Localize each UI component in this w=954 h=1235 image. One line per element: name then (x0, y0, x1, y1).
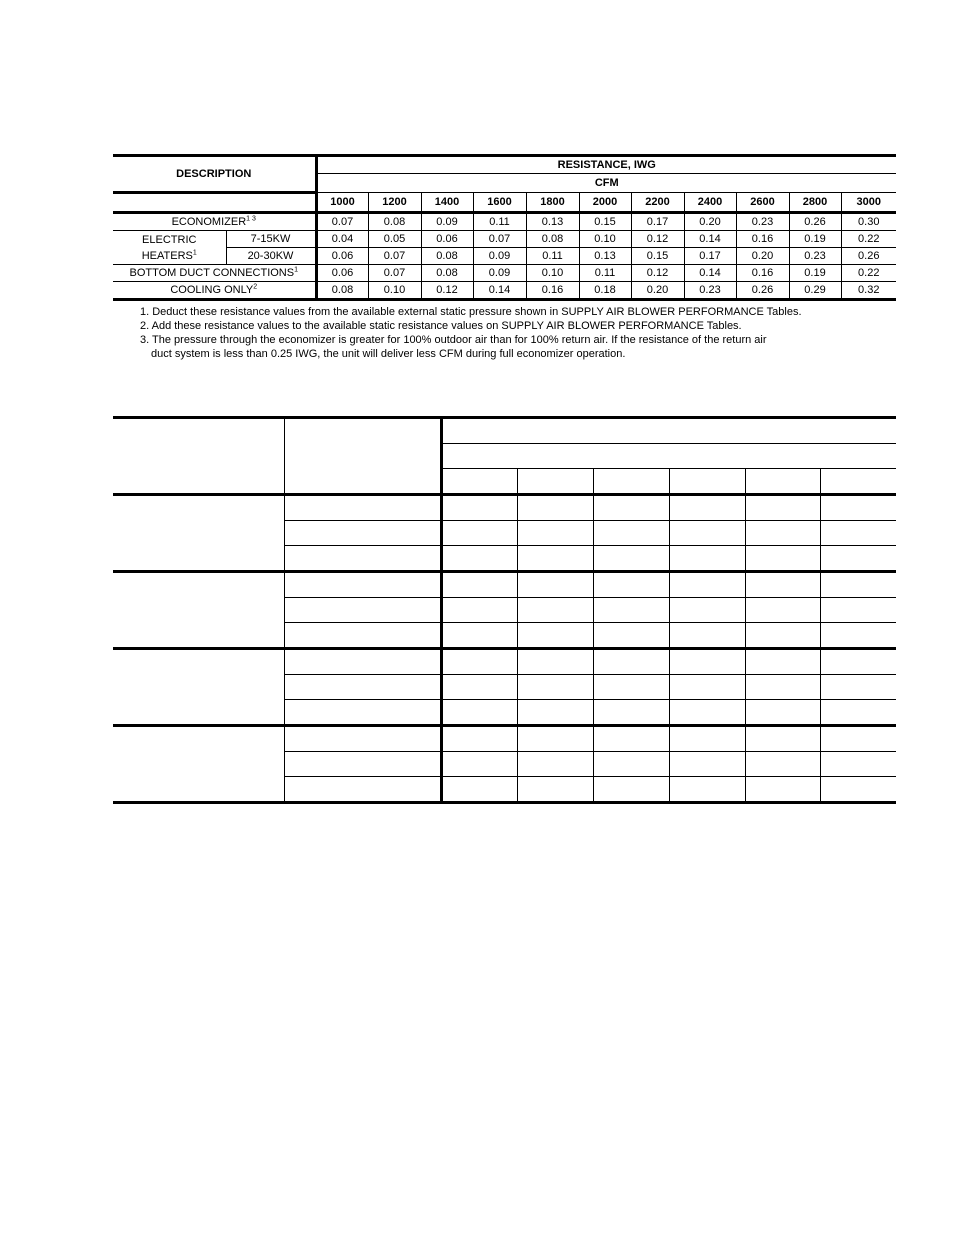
grid-cell (820, 572, 896, 598)
row-label-bottom-duct: BOTTOM DUCT CONNECTIONS$^1$ (113, 265, 316, 282)
grid-cell (669, 649, 745, 675)
grid-cell (669, 546, 745, 572)
grid-cell (284, 495, 441, 521)
grid-header-cell (820, 469, 896, 495)
value-cell: 0.22 (841, 265, 896, 282)
value-cell: 0.06 (316, 265, 368, 282)
table-row (113, 213, 896, 231)
value-cell: 0.08 (368, 213, 421, 231)
grid-cell (593, 495, 669, 521)
grid-cell (284, 546, 441, 572)
sub-label-20-30kw: 20-30KW (226, 248, 316, 265)
grid-cell (284, 572, 441, 598)
row-label-electric-heaters: ELECTRIC HEATERS$^1$ (113, 231, 226, 265)
cfm-value: 2400 (684, 193, 736, 213)
grid-header-cell (517, 469, 593, 495)
grid-cell (284, 649, 441, 675)
value-cell: 0.23 (684, 282, 736, 300)
value-cell: 0.08 (526, 231, 579, 248)
footnote-1: 1. Deduct these resistance values from the available external static pressure shown in SUPPLY AIR BLOWER PERFORMANCE Tables. (140, 306, 802, 318)
footnote-2: 2. Add these resistance values to the available static resistance values on SUPPLY AIR BLOWER PERFORMANCE Tables. (140, 320, 742, 332)
value-cell: 0.16 (526, 282, 579, 300)
grid-cell (669, 521, 745, 546)
grid-header-cell (441, 418, 896, 444)
grid-cell (820, 598, 896, 623)
grid-cell (820, 649, 896, 675)
grid-cell (517, 623, 593, 649)
value-cell: 0.07 (316, 213, 368, 231)
grid-cell (593, 752, 669, 777)
resistance-table (113, 154, 896, 301)
value-cell: 0.10 (579, 231, 631, 248)
value-cell: 0.12 (631, 265, 684, 282)
grid-cell (284, 700, 441, 726)
grid-header-cell (669, 469, 745, 495)
table-row (113, 726, 896, 752)
value-cell: 0.23 (736, 213, 789, 231)
table-footnotes (140, 305, 900, 361)
grid-cell (820, 521, 896, 546)
value-cell: 0.16 (736, 265, 789, 282)
cfm-value: 2000 (579, 193, 631, 213)
table-row (113, 265, 896, 282)
value-cell: 0.26 (736, 282, 789, 300)
cfm-value: 1400 (421, 193, 473, 213)
value-cell: 0.04 (316, 231, 368, 248)
grid-cell (669, 572, 745, 598)
grid-cell (820, 752, 896, 777)
grid-cell (441, 777, 517, 803)
value-cell: 0.08 (421, 265, 473, 282)
grid-cell (517, 572, 593, 598)
grid-cell (284, 623, 441, 649)
cfm-value: 2800 (789, 193, 841, 213)
value-cell: 0.14 (473, 282, 526, 300)
value-cell: 0.23 (789, 248, 841, 265)
value-cell: 0.14 (684, 265, 736, 282)
grid-cell (284, 521, 441, 546)
grid-cell (517, 495, 593, 521)
grid-cell (593, 598, 669, 623)
value-cell: 0.07 (368, 248, 421, 265)
value-cell: 0.17 (684, 248, 736, 265)
value-cell: 0.19 (789, 231, 841, 248)
header-spacer (113, 193, 316, 213)
grid-group-cell (113, 649, 284, 726)
value-cell: 0.17 (631, 213, 684, 231)
footnote-3: 3. The pressure through the economizer is greater for 100% outdoor air than for 100% return air. If the resistance of the return air (140, 334, 767, 346)
cfm-value: 1200 (368, 193, 421, 213)
grid-cell (669, 495, 745, 521)
table-row (113, 248, 896, 265)
grid-cell (669, 752, 745, 777)
grid-header-cell (441, 444, 896, 469)
cfm-value: 1800 (526, 193, 579, 213)
value-cell: 0.09 (421, 213, 473, 231)
grid-cell (669, 700, 745, 726)
value-cell: 0.15 (631, 248, 684, 265)
grid-cell (517, 598, 593, 623)
value-cell: 0.26 (789, 213, 841, 231)
description-header: DESCRIPTION (113, 156, 316, 193)
grid-header-cell (113, 418, 284, 495)
grid-cell (669, 623, 745, 649)
table-row (113, 572, 896, 598)
grid-cell (441, 623, 517, 649)
value-cell: 0.12 (631, 231, 684, 248)
grid-cell (745, 700, 820, 726)
value-cell: 0.20 (631, 282, 684, 300)
grid-cell (745, 495, 820, 521)
value-cell: 0.11 (579, 265, 631, 282)
grid-cell (593, 700, 669, 726)
grid-cell (745, 675, 820, 700)
grid-cell (745, 777, 820, 803)
table-row (113, 649, 896, 675)
grid-cell (441, 726, 517, 752)
grid-cell (517, 777, 593, 803)
grid-cell (820, 546, 896, 572)
grid-cell (669, 675, 745, 700)
grid-cell (745, 546, 820, 572)
grid-cell (669, 598, 745, 623)
table-row (113, 282, 896, 300)
value-cell: 0.07 (473, 231, 526, 248)
grid-header-cell (745, 469, 820, 495)
value-cell: 0.09 (473, 248, 526, 265)
row-label-cooling-only: COOLING ONLY$^2$ (113, 282, 316, 300)
grid-cell (745, 572, 820, 598)
table-row (113, 231, 896, 248)
grid-cell (284, 675, 441, 700)
value-cell: 0.13 (579, 248, 631, 265)
grid-cell (593, 649, 669, 675)
grid-cell (517, 726, 593, 752)
value-cell: 0.16 (736, 231, 789, 248)
cfm-value: 2200 (631, 193, 684, 213)
value-cell: 0.18 (579, 282, 631, 300)
value-cell: 0.15 (579, 213, 631, 231)
grid-cell (820, 675, 896, 700)
grid-group-cell (113, 726, 284, 803)
grid-cell (593, 572, 669, 598)
grid-group-cell (113, 572, 284, 649)
grid-cell (441, 572, 517, 598)
grid-cell (593, 521, 669, 546)
grid-cell (284, 752, 441, 777)
grid-cell (745, 623, 820, 649)
value-cell: 0.20 (736, 248, 789, 265)
resistance-header: RESISTANCE, IWG (316, 156, 896, 174)
grid-cell (669, 777, 745, 803)
grid-cell (441, 521, 517, 546)
value-cell: 0.06 (316, 248, 368, 265)
grid-cell (441, 752, 517, 777)
grid-cell (284, 777, 441, 803)
value-cell: 0.32 (841, 282, 896, 300)
grid-cell (593, 546, 669, 572)
grid-cell (517, 675, 593, 700)
value-cell: 0.26 (841, 248, 896, 265)
cfm-value: 2600 (736, 193, 789, 213)
grid-cell (517, 521, 593, 546)
value-cell: 0.20 (684, 213, 736, 231)
grid-cell (745, 726, 820, 752)
grid-cell (745, 649, 820, 675)
grid-cell (669, 726, 745, 752)
grid-cell (593, 675, 669, 700)
value-cell: 0.09 (473, 265, 526, 282)
grid-cell (517, 752, 593, 777)
value-cell: 0.08 (421, 248, 473, 265)
grid-cell (820, 777, 896, 803)
grid-cell (441, 598, 517, 623)
grid-cell (820, 623, 896, 649)
row-label-economizer: $ECONOMIZER^{1 3}$ (113, 213, 316, 231)
value-cell: 0.11 (473, 213, 526, 231)
grid-cell (745, 752, 820, 777)
grid-cell (441, 700, 517, 726)
value-cell: 0.13 (526, 213, 579, 231)
cfm-value: 3000 (841, 193, 896, 213)
value-cell: 0.19 (789, 265, 841, 282)
value-cell: 0.30 (841, 213, 896, 231)
value-cell: 0.22 (841, 231, 896, 248)
grid-header-cell (441, 469, 517, 495)
grid-cell (820, 495, 896, 521)
value-cell: 0.05 (368, 231, 421, 248)
grid-cell (284, 726, 441, 752)
grid-cell (284, 598, 441, 623)
value-cell: 0.11 (526, 248, 579, 265)
grid-cell (745, 521, 820, 546)
grid-cell (517, 649, 593, 675)
grid-cell (593, 726, 669, 752)
value-cell: 0.29 (789, 282, 841, 300)
table-row (113, 495, 896, 521)
grid-cell (441, 495, 517, 521)
value-cell: 0.10 (368, 282, 421, 300)
grid-cell (441, 649, 517, 675)
grid-header-cell (284, 418, 441, 495)
value-cell: 0.08 (316, 282, 368, 300)
grid-group-cell (113, 495, 284, 572)
value-cell: 0.07 (368, 265, 421, 282)
cfm-header: CFM (316, 174, 896, 193)
grid-cell (593, 623, 669, 649)
empty-grid-table (113, 416, 896, 804)
footnote-3-continued: duct system is less than 0.25 IWG, the unit will deliver less CFM during full economizer operation. (151, 348, 626, 360)
value-cell: 0.06 (421, 231, 473, 248)
grid-cell (820, 726, 896, 752)
value-cell: 0.14 (684, 231, 736, 248)
value-cell: 0.12 (421, 282, 473, 300)
grid-cell (441, 675, 517, 700)
grid-header-cell (593, 469, 669, 495)
value-cell: 0.10 (526, 265, 579, 282)
cfm-value: 1600 (473, 193, 526, 213)
cfm-value: 1000 (316, 193, 368, 213)
grid-cell (745, 598, 820, 623)
grid-cell (441, 546, 517, 572)
grid-cell (517, 546, 593, 572)
grid-cell (517, 700, 593, 726)
sub-label-7-15kw: 7-15KW (226, 231, 316, 248)
grid-cell (593, 777, 669, 803)
grid-cell (820, 700, 896, 726)
